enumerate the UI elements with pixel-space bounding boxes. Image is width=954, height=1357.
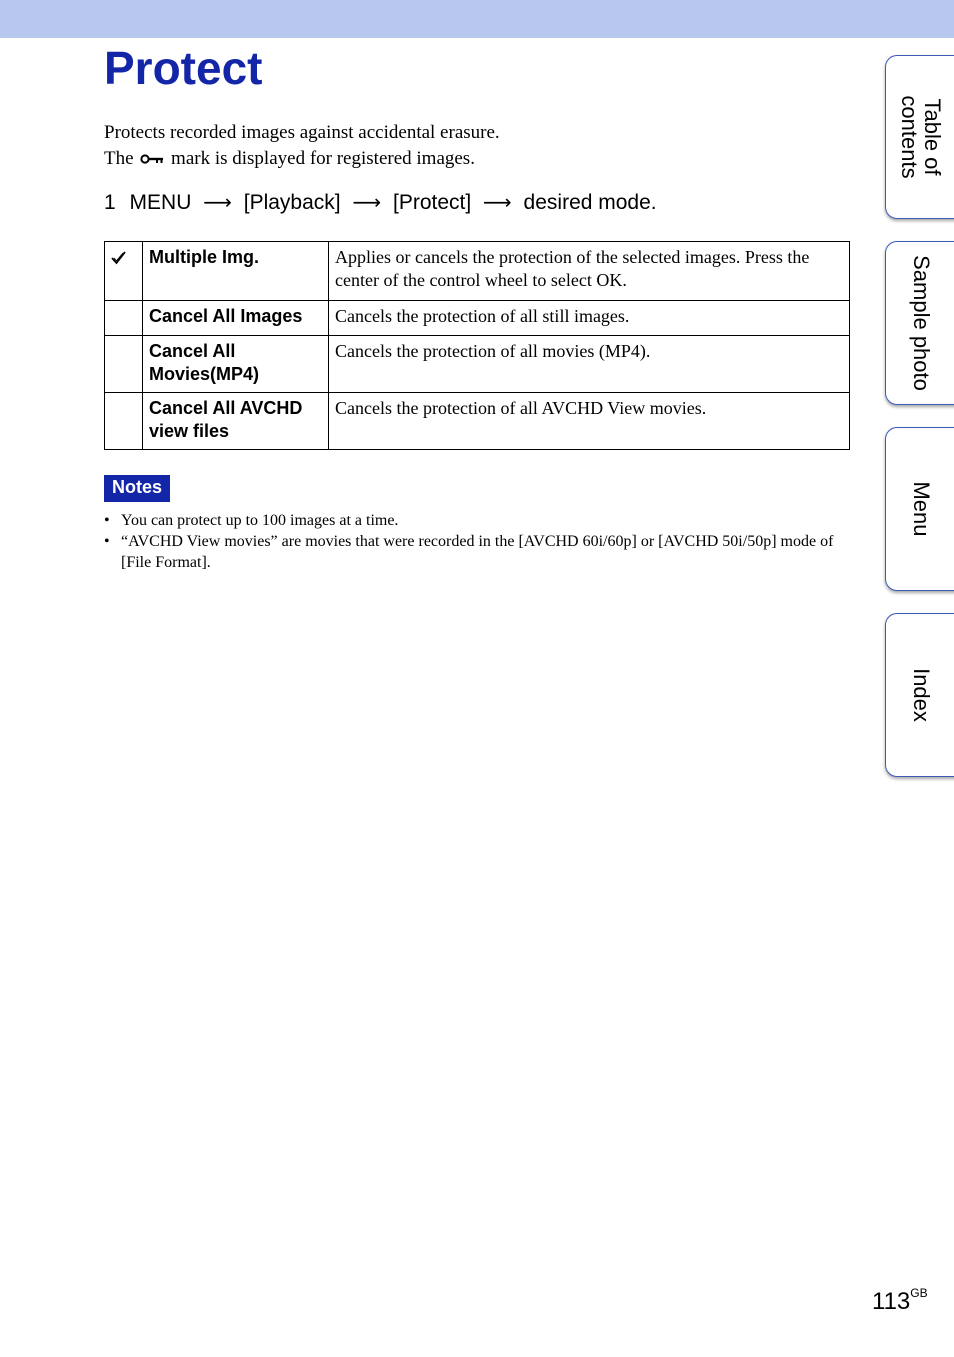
icon-cell — [105, 242, 143, 301]
note-item: • You can protect up to 100 images at a time. — [104, 510, 850, 531]
notes-list — [104, 510, 850, 573]
step-playback: [Playback] — [243, 191, 341, 214]
notes-badge: Notes — [104, 475, 170, 502]
mode-name: Cancel All Movies(MP4) — [143, 336, 329, 393]
arrow-icon: ⟶ — [203, 192, 232, 214]
icon-cell — [105, 336, 143, 393]
intro-line-2-after: mark is displayed for registered images. — [171, 148, 475, 169]
page-number-value: 113 — [872, 1288, 911, 1315]
mode-name: Cancel All Images — [143, 301, 329, 336]
tab-label: Sample photo — [909, 255, 934, 391]
mode-description: Cancels the protection of all AVCHD View movies. — [329, 393, 850, 450]
tab-menu[interactable] — [885, 427, 954, 591]
icon-cell — [105, 301, 143, 336]
tab-sample-photo[interactable] — [885, 241, 954, 405]
icon-cell — [105, 393, 143, 450]
page-title: Protect — [104, 42, 263, 94]
key-icon — [140, 147, 164, 173]
arrow-icon: ⟶ — [483, 192, 512, 214]
tab-index[interactable] — [885, 613, 954, 777]
step-protect: [Protect] — [392, 191, 472, 214]
tab-label: Index — [909, 668, 934, 722]
note-item: • “AVCHD View movies” are movies that were recorded in the [AVCHD 60i/60p] or [AVCHD 50i/50p] mode of [File Format]. — [104, 531, 850, 573]
intro-line-2 — [104, 146, 500, 173]
top-band — [0, 0, 954, 38]
step-instruction — [104, 188, 657, 218]
table-row — [105, 242, 850, 301]
intro-line-1: Protects recorded images against accidental erasure. — [104, 122, 500, 143]
mode-description: Cancels the protection of all movies (MP4). — [329, 336, 850, 393]
intro-line-2-before: The — [104, 148, 134, 169]
modes-table — [104, 241, 850, 450]
mode-description: Cancels the protection of all still images. — [329, 301, 850, 336]
tab-label: Menu — [909, 481, 934, 537]
tab-table-of-contents[interactable] — [885, 55, 954, 219]
table-row — [105, 301, 850, 336]
step-desired-mode: desired mode. — [523, 191, 657, 214]
page-number-suffix: GB — [910, 1286, 928, 1300]
mode-name: Cancel All AVCHD view files — [143, 393, 329, 450]
tab-label: Table of contents — [897, 95, 945, 179]
check-icon — [110, 253, 128, 270]
table-row — [105, 336, 850, 393]
page-number — [872, 1278, 928, 1317]
arrow-icon: ⟶ — [352, 192, 382, 214]
intro-text — [104, 120, 500, 173]
mode-name: Multiple Img. — [143, 242, 329, 301]
mode-description: Applies or cancels the protection of the selected images. Press the center of the control wheel to select OK. — [329, 242, 850, 301]
step-menu: MENU — [129, 191, 192, 214]
table-row — [105, 393, 850, 450]
step-number: 1 — [104, 191, 116, 214]
